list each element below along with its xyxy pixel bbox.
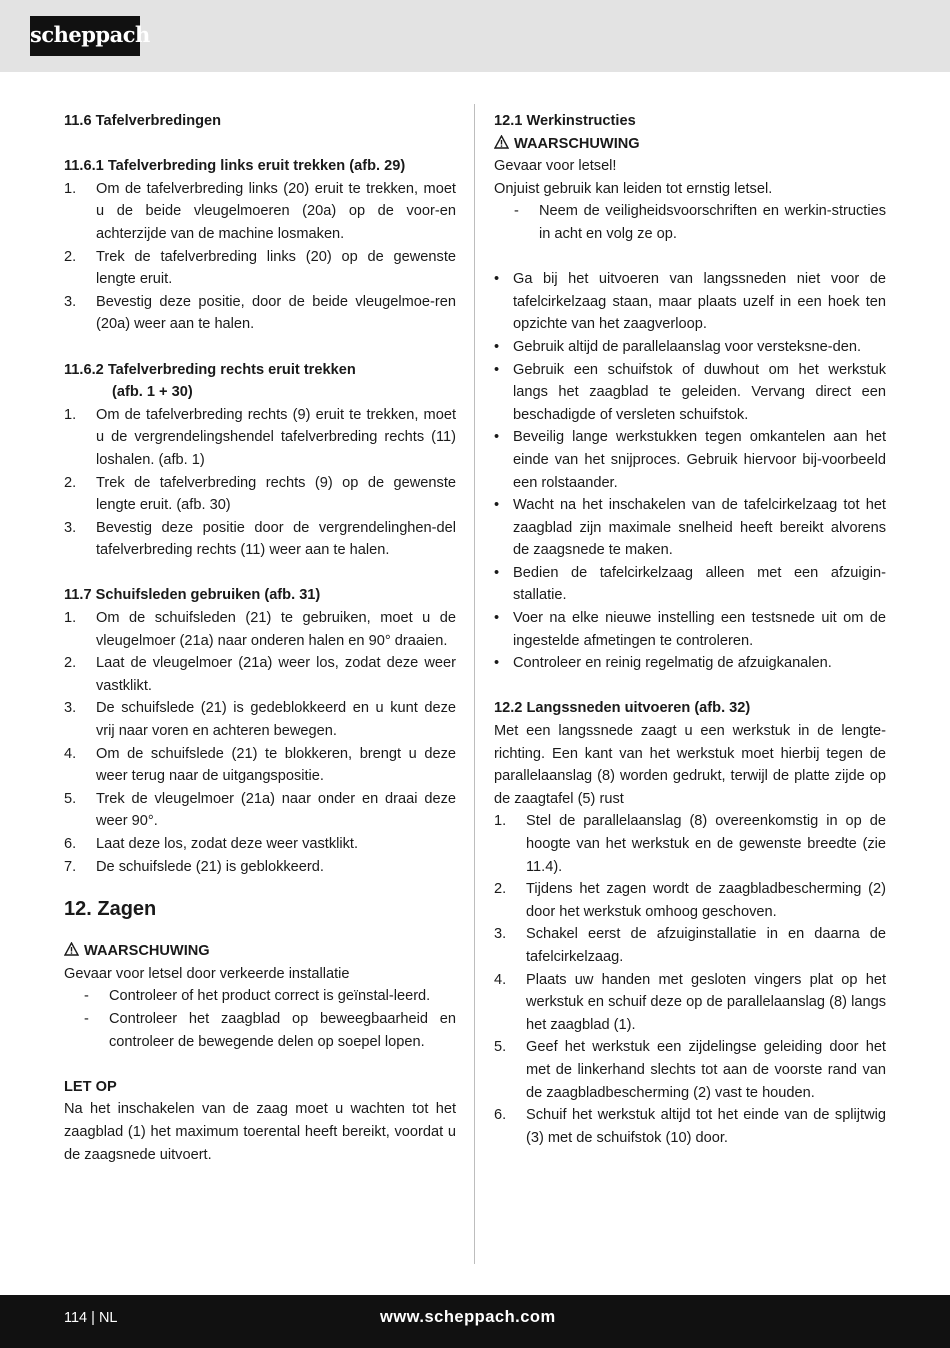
left-column [64,110,456,1166]
letop-text: Na het inschakelen van de zaag moet u wachten tot het zaagblad (1) het maximum toerental heeft bereikt, voordat u de zaagsnede uitvoert. [64,1101,456,1163]
list-item: • Wacht na het inschakelen van de tafelcirkelzaag tot het zaagblad zijn maximale snelheid heeft bereikt alvorens de zaagsnede te maken. [494,497,886,559]
warning-line-1: Gevaar voor letsel! [494,158,617,175]
section-11-7-list [64,607,456,878]
warning-heading: WAARSCHUWING [494,133,886,156]
list-item: 1. Om de tafelverbreding rechts (9) eruit te trekken, moet u de vergrendelingshendel tafelverbreding rechts (11) loshalen. (afb. 1) [64,406,456,468]
list-item: 3. Schakel eerst de afzuiginstallatie in en daarna de tafelcirkelzaag. [494,926,886,965]
list-item: • Gebruik altijd de parallelaanslag voor versteksne-den. [494,338,862,355]
section-11-6-2-list [64,404,456,562]
section-11-6-1-heading: 11.6.1 Tafelverbreding links eruit trekken (afb. 29) [64,158,406,175]
brand-logo: scheppach [30,16,140,56]
list-item: 2. Trek de tafelverbreding rechts (9) op de gewenste lengte eruit. (afb. 30) [64,474,456,514]
list-item: 2. Tijdens het zagen wordt de zaagbladbescherming (2) door het werkstuk omhoog geschoven. [494,881,886,920]
section-11-6-heading: 11.6 Tafelverbredingen [64,113,222,129]
column-divider [474,104,475,1264]
list-item: - Controleer het zaagblad op beweegbaarheid en controleer de bewegende delen op soepel lopen. [84,1010,456,1050]
list-item: 3. Bevestig deze positie, door de beide vleugelmoe-ren (20a) weer aan te halen. [64,293,456,333]
list-item: 2. Laat de vleugelmoer (21a) weer los, zodat deze weer vastklikt. [64,655,456,694]
list-item: 5. Geef het werkstuk een zijdelingse geleiding door het met de linkerhand slechts tot aan de voorste rand van de zaagbladbescherming (2) vast te houden. [494,1039,886,1101]
list-item: 4. Plaats uw handen met gesloten vingers plat op het werkstuk en schuif deze op de parallelaanslag (8) langs het zaagblad (1). [494,971,886,1033]
right-column [494,110,886,1149]
list-item: - Controleer of het product correct is geïnstal-leerd. [84,988,431,1005]
warning-list [64,985,456,1053]
section-12-2-intro: Met een langssnede zaagt u een werkstuk in de lengte-richting. Een kant van het werkstuk moet hierbij tegen de parallelaanslag (8) worden gedrukt, terwijl de platte zijde op de zaagtafel (5) rust [494,723,886,807]
website-url[interactable]: www.scheppach.com [380,1308,556,1326]
letop-heading: LET OP [64,1078,117,1095]
list-item: 5. Trek de vleugelmoer (21a) naar onder en draai deze weer 90°. [64,790,456,830]
warning-triangle-icon [64,942,79,956]
list-item: 4. Om de schuifslede (21) te blokkeren, brengt u deze weer terug naar de uitgangspositie. [64,745,456,785]
page-footer [0,1295,950,1348]
list-item: 1. Om de schuifsleden (21) te gebruiken, moet u de vleugelmoer (21a) naar onderen halen en 90° draaien. [64,610,456,649]
warning-list [494,200,886,245]
section-12-2-heading: 12.2 Langssneden uitvoeren (afb. 32) [494,700,751,717]
warning-line-2: Onjuist gebruik kan leiden tot ernstig letsel. [494,180,773,197]
list-item: 3. Bevestig deze positie door de vergrendelinghen-del tafelverbreding rechts (11) weer aan te halen. [64,519,456,559]
section-11-6-2-heading: 11.6.2 Tafelverbreding rechts eruit trekken [64,361,356,378]
warning-text: Gevaar voor letsel door verkeerde installatie [64,965,350,982]
page-number: 114 | NL [64,1310,118,1326]
list-item: 1. Om de tafelverbreding links (20) eruit te trekken, moet u de beide vleugelmoeren (20a) op de voor-en achterzijde van de machine losmaken. [64,180,456,242]
instructions-bullet-list [494,268,886,675]
warning-triangle-icon [494,135,509,149]
list-item: 2. Trek de tafelverbreding links (20) op de gewenste lengte eruit. [64,248,456,288]
section-11-6-2-heading-cont: (afb. 1 + 30) [112,384,193,401]
list-item: 1. Stel de parallelaanslag (8) overeenkomstig in op de hoogte van het werkstuk en de gewenste breedte (zie 11.4). [494,813,886,875]
list-item: 3. De schuifslede (21) is gedeblokkeerd en u kunt deze vrij naar voren en achteren bewegen. [64,700,456,740]
list-item: • Voer na elke nieuwe instelling een testsnede uit om de ingestelde afmetingen te controleren. [494,610,886,649]
section-12-1-heading: 12.1 Werkinstructies [494,113,636,129]
section-12-2-list [494,810,886,1149]
list-item: 7. De schuifslede (21) is geblokkeerd. [64,858,324,875]
list-item: 6. Schuif het werkstuk altijd tot het einde van de splijtwig (3) met de schuifstok (10) door. [494,1107,886,1146]
warning-heading: WAARSCHUWING [64,940,456,963]
list-item: - Neem de veiligheidsvoorschriften en werkin-structies in acht en volg ze op. [514,203,886,242]
section-11-7-heading: 11.7 Schuifsleden gebruiken (afb. 31) [64,587,321,604]
section-11-6-1-list [64,178,456,336]
page-header [0,0,950,72]
section-12-heading: 12. Zagen [64,898,157,921]
list-item: • Gebruik een schuifstok of duwhout om het werkstuk langs het zaagblad te geleiden. Vervang direct een beschadigde of versleten schuifstok. [494,361,886,423]
list-item: • Beveilig lange werkstukken tegen omkantelen aan het einde van het snijproces. Gebruik hiervoor bij-voorbeeld een rolstaander. [494,429,886,491]
list-item: • Ga bij het uitvoeren van langssneden niet voor de tafelcirkelzaag staan, maar plaats uzelf in een hoek ten opzichte van het zaagverloop. [494,271,886,333]
list-item: • Controleer en reinig regelmatig de afzuigkanalen. [494,655,832,672]
list-item: • Bedien de tafelcirkelzaag alleen met een afzuigin-stallatie. [494,564,886,604]
list-item: 6. Laat deze los, zodat deze weer vastklikt. [64,836,359,852]
